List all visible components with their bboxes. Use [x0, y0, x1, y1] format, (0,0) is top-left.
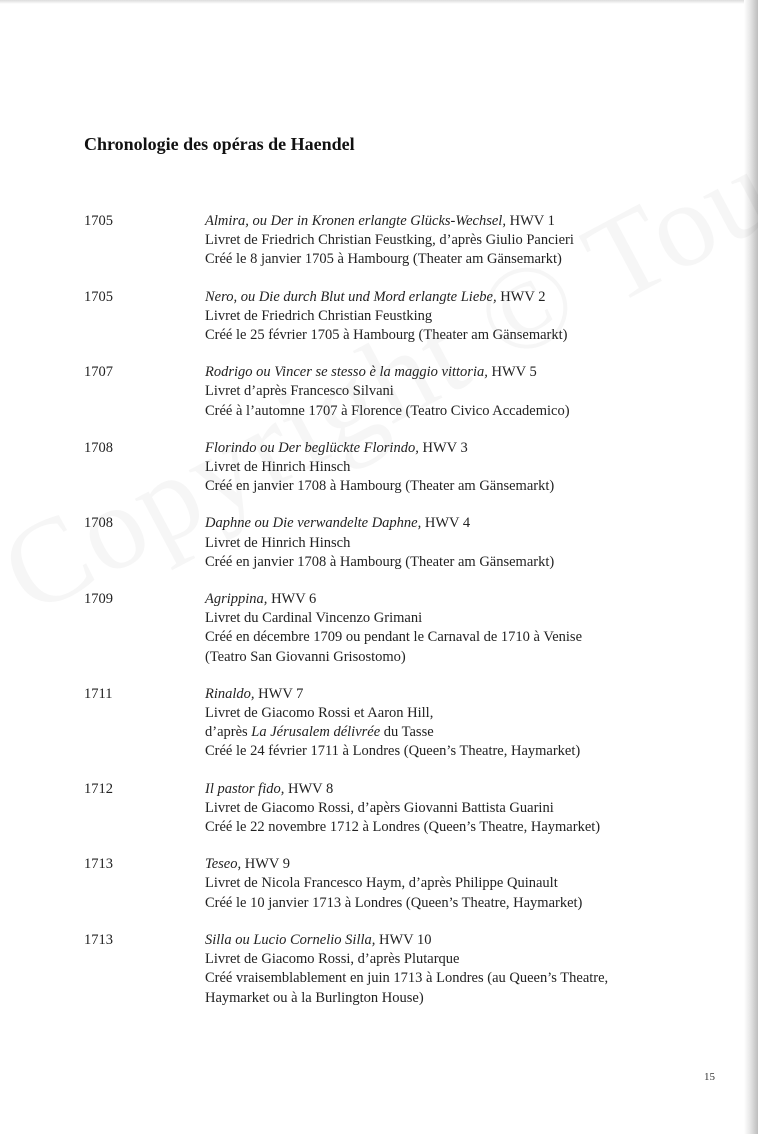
hwv-catalog-number: HWV 10 — [375, 931, 432, 948]
entry-year: 1705 — [84, 288, 113, 305]
hwv-catalog-number: HWV 9 — [241, 856, 290, 873]
entry-year: 1713 — [84, 931, 113, 948]
opera-title: Teseo, — [205, 856, 242, 873]
entry-details — [205, 685, 580, 762]
entry-detail-line: Créé le 24 février 1711 à Londres (Queen’s Theatre, Haymarket) — [205, 743, 581, 760]
opera-title-line — [205, 590, 582, 609]
opera-title: Daphne ou Die verwandelte Daphne, — [205, 515, 422, 532]
chronology-entry — [84, 590, 704, 667]
entry-detail-line: Créé à l’automne 1707 à Florence (Teatro Civico Accademico) — [205, 402, 570, 419]
opera-title: Rodrigo ou Vincer se stesso è la maggio vittoria, — [205, 364, 488, 381]
chronology-entry — [84, 363, 704, 421]
entry-detail-line: Créé le 22 novembre 1712 à Londres (Queen’s Theatre, Haymarket) — [205, 819, 601, 836]
page-right-edge — [744, 0, 758, 1134]
entry-details — [205, 855, 582, 913]
opera-title: Florindo ou Der beglückte Florindo, — [205, 439, 419, 456]
hwv-catalog-number: HWV 3 — [418, 439, 468, 456]
entry-details — [205, 931, 608, 1008]
source-suffix: du Tasse — [380, 724, 434, 741]
entry-year: 1712 — [84, 780, 113, 797]
entry-details — [205, 288, 568, 346]
entry-detail-line: Créé en décembre 1709 ou pendant le Carnaval de 1710 à Venise — [205, 629, 582, 646]
opera-title-line — [205, 855, 582, 874]
source-work-title: La Jérusalem délivrée — [251, 724, 381, 741]
chronology-entry — [84, 288, 704, 346]
chronology-entry — [84, 439, 704, 497]
page-title: Chronologie des opéras de Haendel — [84, 134, 355, 154]
entry-detail-line: Créé en janvier 1708 à Hambourg (Theater am Gänsemarkt) — [205, 553, 555, 570]
hwv-catalog-number: HWV 6 — [267, 591, 317, 608]
chronology-entry — [84, 514, 704, 572]
entry-detail-line: Livret de Friedrich Christian Feustking, d’après Giulio Pancieri — [205, 232, 574, 249]
chronology-entry — [84, 780, 704, 838]
hwv-catalog-number: HWV 8 — [284, 780, 334, 797]
entry-detail-line: Créé le 25 février 1705 à Hambourg (Theater am Gänsemarkt) — [205, 327, 568, 344]
entry-detail-line: Créé le 8 janvier 1705 à Hambourg (Theater am Gänsemarkt) — [205, 251, 562, 268]
entry-detail-line: Livret de Giacomo Rossi, d’après Plutarque — [205, 951, 460, 968]
opera-title-line — [205, 288, 568, 307]
entry-detail-line: Créé en janvier 1708 à Hambourg (Theater am Gänsemarkt) — [205, 478, 555, 495]
chronology-entry — [84, 855, 704, 913]
entry-year: 1707 — [84, 364, 113, 381]
opera-title-line — [205, 780, 600, 799]
entry-detail-line: Haymarket ou à la Burlington House) — [205, 989, 424, 1006]
entry-details — [205, 590, 582, 667]
opera-title-line — [205, 212, 574, 231]
opera-title-line — [205, 685, 580, 704]
hwv-catalog-number: HWV 1 — [505, 213, 555, 229]
page-top-edge — [0, 0, 758, 4]
chronology-list — [84, 212, 704, 1026]
hwv-catalog-number: HWV 5 — [487, 364, 537, 381]
chronology-entry — [84, 931, 704, 1008]
entry-details — [205, 212, 574, 270]
libretto-source-line — [205, 723, 580, 742]
entry-detail-line: (Teatro San Giovanni Grisostomo) — [205, 648, 406, 665]
entry-year: 1708 — [84, 515, 113, 532]
hwv-catalog-number: HWV 2 — [496, 288, 546, 305]
entry-details — [205, 514, 554, 572]
hwv-catalog-number: HWV 7 — [254, 685, 304, 702]
opera-title: Rinaldo, — [205, 685, 255, 702]
hwv-catalog-number: HWV 4 — [421, 515, 471, 532]
entry-detail-line: Créé le 10 janvier 1713 à Londres (Queen’s Theatre, Haymarket) — [205, 894, 583, 911]
opera-title: Nero, ou Die durch Blut und Mord erlangte Liebe, — [205, 288, 497, 305]
entry-details — [205, 363, 570, 421]
page-number: 15 — [704, 1071, 715, 1083]
opera-title-line — [205, 439, 554, 458]
entry-detail-line: Livret de Friedrich Christian Feustking — [205, 307, 433, 324]
entry-detail-line: Livret de Hinrich Hinsch — [205, 459, 351, 476]
entry-year: 1709 — [84, 591, 113, 608]
opera-title-line — [205, 931, 608, 950]
opera-title: Il pastor fido, — [205, 780, 285, 797]
chronology-entry — [84, 212, 704, 270]
opera-title: Silla ou Lucio Cornelio Silla, — [205, 931, 376, 948]
source-prefix: d’après — [205, 724, 252, 741]
entry-detail-line: Créé vraisemblablement en juin 1713 à Londres (au Queen’s Theatre, — [205, 970, 609, 987]
entry-detail-line: Livret de Giacomo Rossi et Aaron Hill, — [205, 705, 434, 722]
entry-year: 1708 — [84, 439, 113, 456]
opera-title-line — [205, 363, 570, 382]
opera-title-line — [205, 514, 554, 533]
entry-details — [205, 439, 554, 497]
chronology-entry — [84, 685, 704, 762]
entry-year: 1711 — [84, 685, 113, 702]
entry-detail-line: Livret d’après Francesco Silvani — [205, 383, 394, 400]
entry-detail-line: Livret du Cardinal Vincenzo Grimani — [205, 610, 423, 627]
entry-year: 1705 — [84, 213, 113, 229]
entry-year: 1713 — [84, 856, 113, 873]
entry-detail-line: Livret de Hinrich Hinsch — [205, 534, 351, 551]
entry-details — [205, 780, 600, 838]
opera-title: Almira, ou Der in Kronen erlangte Glücks-Wechsel, — [205, 213, 506, 229]
entry-detail-line: Livret de Giacomo Rossi, d’apèrs Giovanni Battista Guarini — [205, 799, 554, 816]
opera-title: Agrippina, — [205, 591, 268, 608]
entry-detail-line: Livret de Nicola Francesco Haym, d’après Philippe Quinault — [205, 875, 558, 892]
